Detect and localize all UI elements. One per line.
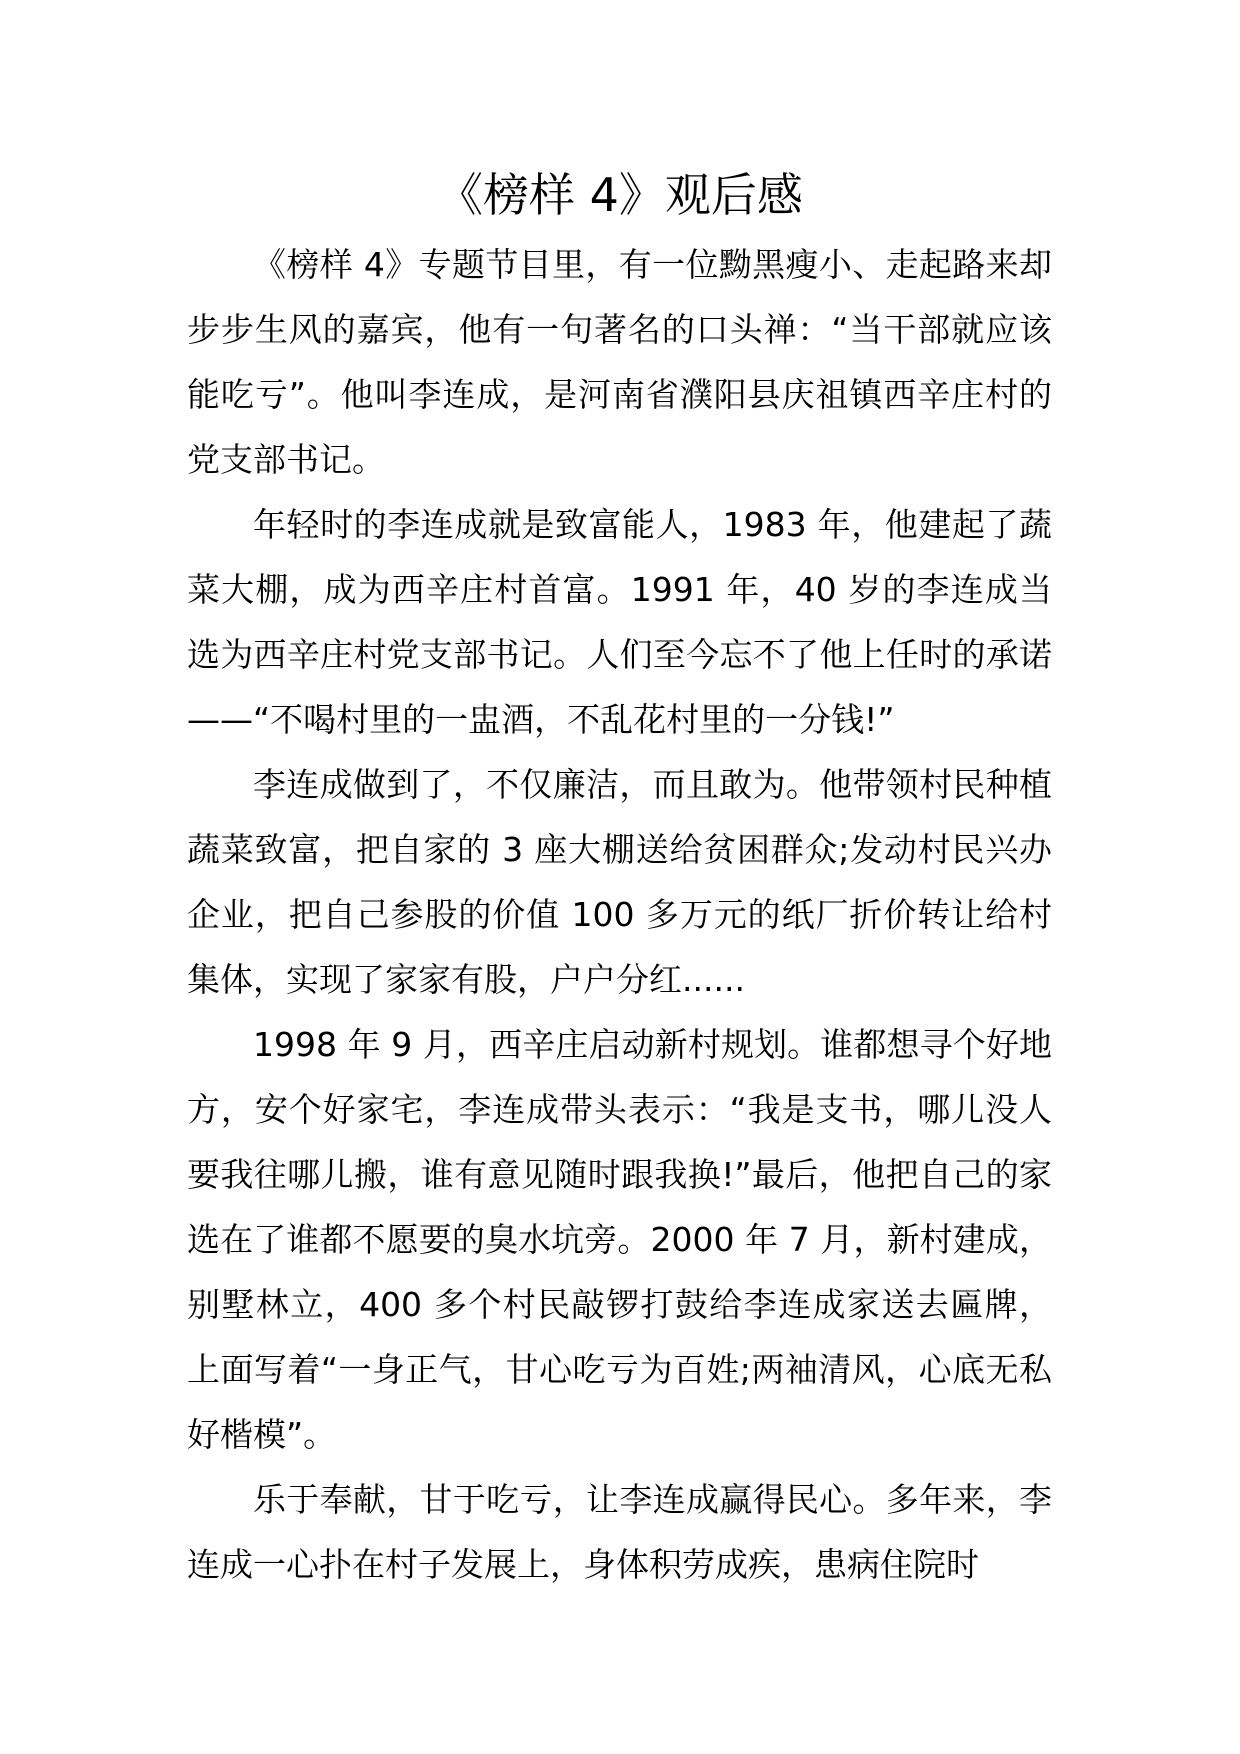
paragraph: 1998 年 9 月，西辛庄启动新村规划。谁都想寻个好地方，安个好家宅，李连成带头表示：“我是支书，哪儿没人要我往哪儿搬，谁有意见随时跟我换!”最后，他把自己的家选在了谁都不愿要的臭水坑旁。2000 年 7 月，新村建成，别墅林立，400 多个村民敲锣打鼓给李连成家送去匾牌，上面写着“一身正气，甘心吃亏为百姓;两袖清风，心底无私好楷模”。: [187, 1025, 1052, 1454]
document-title: 《榜样 4》观后感: [437, 168, 803, 222]
document-body: [187, 232, 1052, 1597]
paragraph: 《榜样 4》专题节目里，有一位黝黑瘦小、走起路来却步步生风的嘉宾，他有一句著名的口头禅：“当干部就应该能吃亏”。他叫李连成，是河南省濮阳县庆祖镇西辛庄村的党支部书记。: [187, 245, 1052, 479]
paragraph: 年轻时的李连成就是致富能人，1983 年，他建起了蔬菜大棚，成为西辛庄村首富。1991 年，40 岁的李连成当选为西辛庄村党支部书记。人们至今忘不了他上任时的承诺——“不喝村里的一盅酒，不乱花村里的一分钱!”: [187, 505, 1052, 739]
paragraph: 乐于奉献，甘于吃亏，让李连成赢得民心。多年来，李连成一心扑在村子发展上，身体积劳成疾，患病住院时: [187, 1480, 1052, 1584]
paragraph: 李连成做到了，不仅廉洁，而且敢为。他带领村民种植蔬菜致富，把自家的 3 座大棚送给贫困群众;发动村民兴办企业，把自己参股的价值 100 多万元的纸厂折价转让给村集体，实现了家家有股，户户分红......: [187, 765, 1052, 999]
